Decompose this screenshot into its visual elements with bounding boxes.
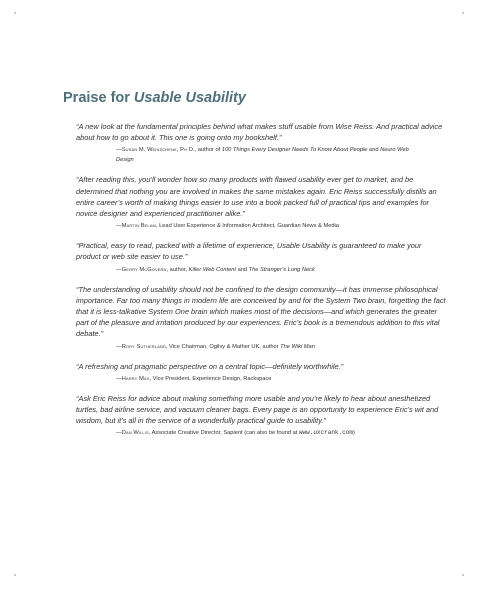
attribution-name: —Rory Sutherland xyxy=(116,343,166,350)
attribution-join: and xyxy=(235,266,249,273)
attribution-close: ) xyxy=(352,430,355,437)
crop-mark-top-left xyxy=(14,12,16,14)
crop-mark-bottom-right xyxy=(462,574,464,576)
quote-attribution xyxy=(116,428,416,438)
attribution-work: Killer Web Content xyxy=(188,266,236,273)
attribution-name: —Dan Willis xyxy=(116,430,149,437)
quote-text: “A refreshing and pragmatic perspective on a central topic—definitely worthwhile.” xyxy=(76,361,344,371)
praise-quotes xyxy=(76,121,446,447)
quote-block xyxy=(76,361,446,384)
quote-block xyxy=(76,174,446,231)
attribution-name: —Harry Max xyxy=(116,375,150,382)
quote-block xyxy=(76,284,446,352)
attribution-name: —Susan M. Weinschenk, Ph D. xyxy=(116,147,195,154)
quote-attribution xyxy=(116,342,416,352)
attribution-role: , Associate Creative Director, Sapient (can also be found at xyxy=(148,430,299,437)
heading-prefix: Praise for xyxy=(63,90,134,106)
attribution-role: , Lead User Experience & Information Architect, Guardian News & Media xyxy=(155,223,339,230)
quote-attribution xyxy=(116,145,416,165)
attribution-role: , Vice Chairman, Ogilvy & Mather UK, author xyxy=(165,343,281,350)
attribution-url: www.uxcrank.com xyxy=(298,429,353,437)
crop-mark-top-right xyxy=(462,12,464,14)
quote-block xyxy=(76,393,446,439)
attribution-role: , Vice President, Experience Design, Rackspace xyxy=(149,375,272,382)
heading-book-title: Usable Usability xyxy=(133,90,246,106)
quote-text: “A new look at the fundamental principles behind what makes stuff usable from Wise Reiss. And practical advice about how to go about it. This one is going onto my bookshelf.” xyxy=(76,122,443,143)
attribution-name: —Martin Belam xyxy=(116,223,156,230)
quote-block xyxy=(76,240,446,274)
attribution-work: Neuro Web Design xyxy=(116,147,409,164)
quote-attribution xyxy=(116,374,416,384)
quote-text: “The understanding of usability should not be confined to the design community—it has immense philosophical importance. Far too many things in modern life are conceived by and for the System Two brain, forgetting the fact that it is less-talkative System One brain which makes most of the decisions—and which generates the greater part of the pleasure and irritation produced by our experiences. Eric’s book is a tremendous addition to this vital debate.” xyxy=(76,284,446,339)
crop-mark-bottom-left xyxy=(14,574,16,576)
quote-attribution xyxy=(116,221,416,231)
quote-text: “Practical, easy to read, packed with a lifetime of experience, Usable Usability is guaranteed to make your product or web site easier to use.” xyxy=(76,241,422,262)
attribution-role: , author of xyxy=(194,147,222,154)
attribution-name: —Gerry McGovern xyxy=(116,266,167,273)
page-heading xyxy=(63,90,246,106)
quote-attribution xyxy=(116,265,416,275)
quote-text: “Ask Eric Reiss for advice about making something more usable and you’re likely to hear about anesthetized turtles, bad airline service, and vacuum cleaner bags. Every page is an opportunity to experience Eric’s wit and wisdom, but it’s all in the service of a wonderfully practical guide to usability.” xyxy=(76,393,439,426)
attribution-work: The Stranger’s Long Neck xyxy=(248,266,315,273)
attribution-work: 100 Things Every Designer Needs To Know About People xyxy=(221,147,368,154)
attribution-work: The Wiki Man xyxy=(280,343,315,350)
attribution-join: and xyxy=(367,147,381,154)
quote-text: “After reading this, you’ll wonder how so many products with flawed usability ever get to market, and be determined that nothing you are involved in makes the same mistakes again. Eric Reiss successfully distills an entire career’s worth of making things easier to use into a book packed full of practical tips and examples for novice designer and experienced practitioner alike.” xyxy=(76,175,437,219)
attribution-role: , author, xyxy=(166,266,189,273)
quote-block xyxy=(76,121,446,165)
